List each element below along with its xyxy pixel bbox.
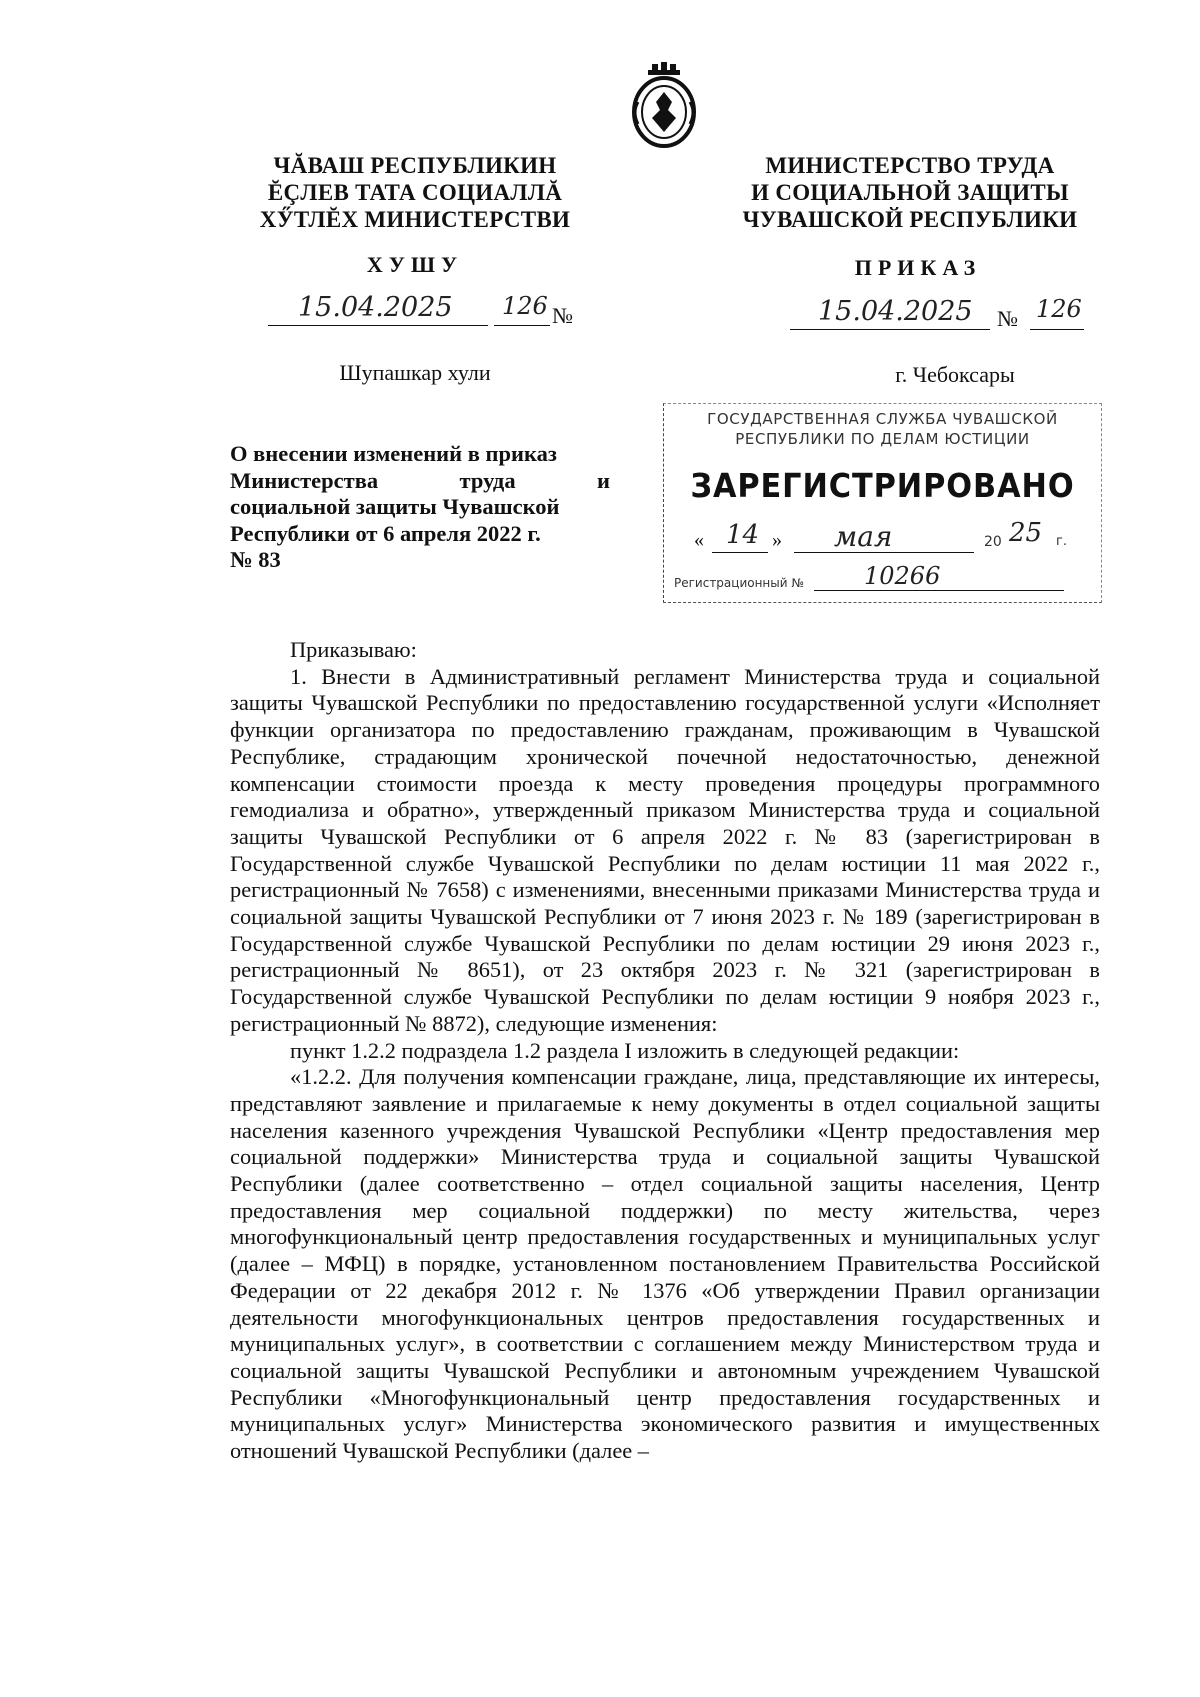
right-number-underline <box>1030 329 1084 330</box>
registration-stamp <box>663 403 1102 603</box>
stamp-month-underline <box>794 552 974 553</box>
subject-line-4: Республики от 6 апреля 2022 г. <box>230 520 541 546</box>
left-number: 126 <box>502 292 548 320</box>
stamp-reg-number: 10266 <box>864 562 941 590</box>
stamp-line-2: РЕСПУБЛИКИ ПО ДЕЛАМ ЮСТИЦИИ <box>735 430 1030 448</box>
body-paragraph-4: «1.2.2. Для получения компенсации граждане, лица, представляющие их интересы, представляют заявление и прилагаемые к нему документы в отдел социальной защиты населения казенного учреждения Чувашской Республики «Центр предоставления мер социальной поддержки» Министерства труда и социальной защиты Чувашской Республики (далее соответственно – отдел социальной защиты населения, Центр предоставления мер социальной поддержки) по месту жительства, через многофункциональный центр предоставления государственных и муниципальных услуг (далее – МФЦ) в порядке, установленном постановлением Правительства Российской Федерации от 22 декабря 2012 г. № 1376 «Об утверждении Правил организации деятельности многофункциональных центров предоставления государственных и муниципальных услуг», в соответствии с соглашением между Министерством труда и социальной защиты Чувашской Республики и автономным учреждением Чувашской Республики «Многофункциональный центр предоставления государственных и муниципальных услуг» Министерства экономического развития и имущественных отношений Чувашской Республики (далее – <box>230 1064 1100 1464</box>
subject-line-3: социальной защиты Чувашской <box>230 494 560 519</box>
right-number-sign: № <box>997 306 1018 331</box>
left-date: 15.04.2025 <box>298 292 453 323</box>
right-date-underline <box>790 329 990 330</box>
left-date-underline <box>268 325 488 326</box>
left-ministry-name <box>230 152 600 233</box>
left-ministry-line-1: ЧĂВАШ РЕСПУБЛИКИН <box>273 153 557 178</box>
subject-line-2: Министерства труда и <box>230 467 610 493</box>
stamp-quote-close: » <box>772 529 782 551</box>
order-subject <box>230 441 610 574</box>
right-ministry-line-3: ЧУВАШСКОЙ РЕСПУБЛИКИ <box>742 207 1078 232</box>
stamp-month: мая <box>834 520 893 553</box>
left-number-underline <box>494 325 550 326</box>
left-ministry-line-2: ĔÇЛЕВ ТАТА СОЦИАЛЛĂ <box>267 180 563 205</box>
coat-of-arms-emblem <box>628 62 700 152</box>
stamp-line-1: ГОСУДАРСТВЕННАЯ СЛУЖБА ЧУВАШСКОЙ <box>707 410 1058 428</box>
right-ministry-name <box>690 152 1130 233</box>
subject-line-5: № 83 <box>230 547 281 572</box>
stamp-day-underline <box>712 552 768 553</box>
stamp-day: 14 <box>726 520 760 550</box>
stamp-year-prefix: 20 <box>984 534 1002 550</box>
stamp-year-unit: г. <box>1056 534 1067 549</box>
right-date: 15.04.2025 <box>818 296 973 327</box>
body-paragraph-1: Приказываю: <box>290 637 417 662</box>
left-order-word: ХУШУ <box>366 252 464 277</box>
body-paragraph-2: 1. Внести в Административный регламент Министерства труда и социальной защиты Чувашской Республики по предоставлению государственной услуги «Исполняет функции организатора по предоставлению гражданам, проживающим в Чувашской Республике, страдающим хронической почечной недостаточностью, денежной компенсации стоимости проезда к месту проведения процедуры программного гемодиализа и обратно», утвержденный приказом Министерства труда и социальной защиты Чувашской Республики от 6 апреля 2022 г. № 83 (зарегистрирован в Государственной службе Чувашской Республики по делам юстиции 11 мая 2022 г., регистрационный № 7658) с изменениями, внесенными приказами Министерства труда и социальной защиты Чувашской Республики от 7 июня 2023 г. № 189 (зарегистрирован в Государственной службе Чувашской Республики по делам юстиции 29 июня 2023 г., регистрационный № 8651), от 23 октября 2023 г. № 321 (зарегистрирован в Государственной службе Чувашской Республики по делам юстиции 9 ноября 2023 г., регистрационный № 8872), следующие изменения: <box>230 663 1100 1036</box>
left-number-sign: № <box>552 303 573 328</box>
stamp-quote-open: « <box>694 529 704 551</box>
left-place: Шупашкар хули <box>339 360 491 385</box>
right-order-word: ПРИКАЗ <box>854 255 982 280</box>
stamp-reg-underline <box>814 590 1064 591</box>
stamp-title: ЗАРЕГИСТРИРОВАНО <box>690 466 1075 505</box>
subject-line-1: О внесении изменений в приказ <box>230 441 557 466</box>
stamp-reg-label: Регистрационный № <box>674 576 804 590</box>
right-ministry-line-2: И СОЦИАЛЬНОЙ ЗАЩИТЫ <box>751 180 1069 205</box>
right-place: г. Чебоксары <box>895 362 1015 387</box>
stamp-year-suffix: 25 <box>1009 518 1043 548</box>
order-body <box>230 637 1100 1465</box>
right-number: 126 <box>1036 295 1082 323</box>
left-ministry-line-3: ХӲТЛĔХ МИНИСТЕРСТВИ <box>259 207 571 232</box>
right-ministry-line-1: МИНИСТЕРСТВО ТРУДА <box>765 153 1055 178</box>
body-paragraph-3: пункт 1.2.2 подраздела 1.2 раздела I изложить в следующей редакции: <box>290 1037 960 1063</box>
